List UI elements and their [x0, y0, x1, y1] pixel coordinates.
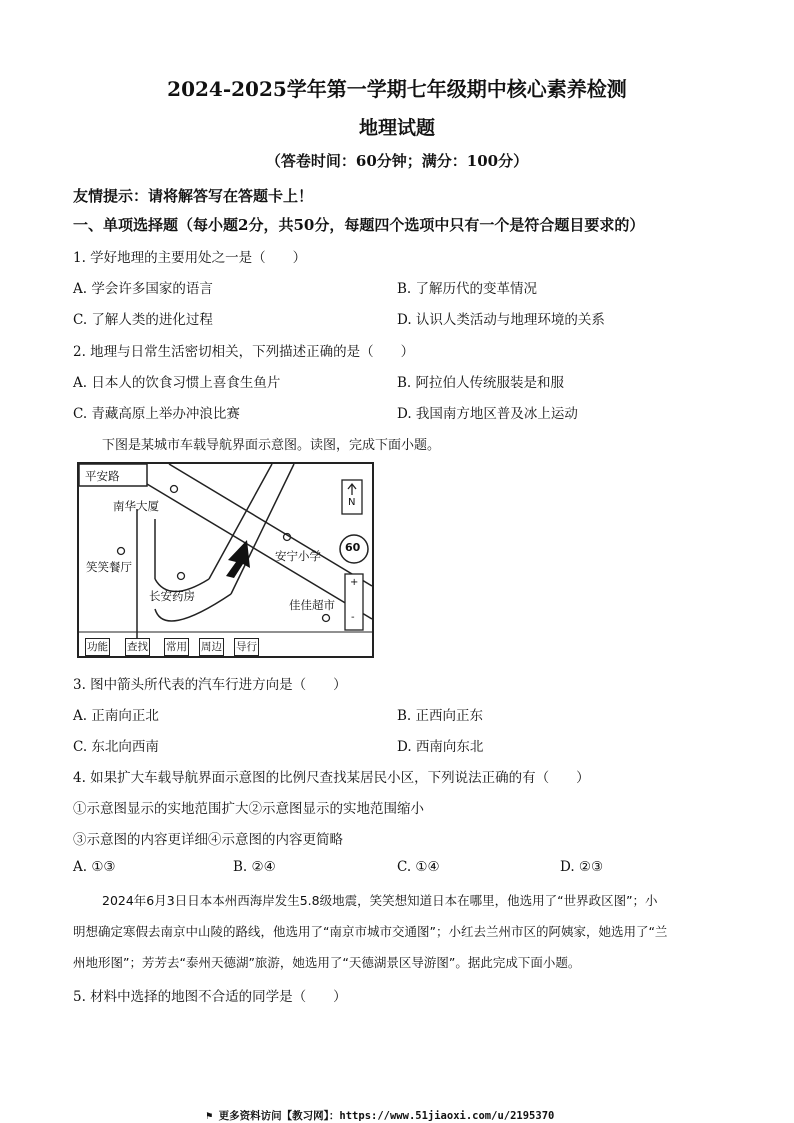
question-3-option-b: B. 正西向正东	[397, 708, 484, 724]
speed-limit-sign: 60	[345, 541, 361, 554]
material-line-3: 州地形图”；芳芳去“泰州天德湖”旅游，她选用了“天德湖景区导游图”。据此完成下面小题。	[73, 955, 581, 970]
question-1-option-c: C. 了解人类的进化过程	[73, 312, 213, 328]
map-button-nearby: 周边	[199, 638, 224, 656]
place-nanhua-tower: 南华大厦	[113, 499, 159, 513]
question-1-option-a: A. 学会许多国家的语言	[73, 281, 213, 297]
map-button-common: 常用	[164, 638, 189, 656]
question-1-stem: 1. 学好地理的主要用处之一是（ ）	[73, 250, 307, 266]
question-1-option-b: B. 了解历代的变革情况	[397, 281, 538, 297]
direction-arrow-icon	[226, 540, 250, 578]
question-2-option-d: D. 我国南方地区普及冰上运动	[397, 406, 578, 422]
exam-subtitle: 地理试题	[358, 117, 435, 139]
question-3-option-a: A. 正南向正北	[73, 708, 159, 724]
question-2-option-c: C. 青藏高原上举办冲浪比赛	[73, 406, 240, 422]
map-button-search: 查找	[125, 638, 150, 656]
material-line-2: 明想确定寒假去南京中山陵的路线，他选用了“南京市城市交通图”；小红去兰州市区的阿姨家，她选用了“兰	[73, 924, 668, 939]
map-button-navigate: 导行	[234, 638, 259, 656]
navigation-map	[77, 462, 374, 658]
question-3-stem: 3. 图中箭头所代表的汽车行进方向是（ ）	[73, 677, 347, 693]
map-intro: 下图是某城市车载导航界面示意图。读图，完成下面小题。	[102, 438, 441, 453]
question-4-option-d: D. ②③	[560, 859, 604, 875]
zoom-in-label: +	[350, 577, 359, 588]
map-button-function: 功能	[85, 638, 110, 656]
exam-title: 2024-2025学年第一学期七年级期中核心素养检测	[167, 77, 627, 101]
place-jiajia-supermarket: 佳佳超市	[289, 598, 335, 612]
question-4-option-a: A. ①③	[73, 859, 116, 875]
question-2-stem: 2. 地理与日常生活密切相关，下列描述正确的是（ ）	[73, 344, 415, 360]
place-xiaoxiao-restaurant: 笑笑餐厅	[86, 560, 132, 574]
question-4-stem: 4. 如果扩大车载导航界面示意图的比例尺查找某居民小区，下列说法正确的有（ ）	[73, 770, 590, 786]
footer-text: 更多资料访问【教习网】：https://www.51jiaoxi.com/u/2195370	[218, 1110, 555, 1122]
place-changan-pharmacy: 长安药房	[149, 589, 195, 603]
question-2-option-b: B. 阿拉伯人传统服装是和服	[397, 375, 565, 391]
material-line-1: 2024年6月3日日本本州西海岸发生5.8级地震，笑笑想知道日本在哪里，他选用了“世界政区图”；小	[102, 893, 658, 908]
question-4-statements-2: ③示意图的内容更详细④示意图的内容更简略	[73, 832, 343, 848]
question-3-option-c: C. 东北向西南	[73, 739, 159, 755]
place-anning-school: 安宁小学	[275, 549, 321, 563]
section-heading: 一、单项选择题（每小题2分，共50分，每题四个选项中只有一个是符合题目要求的）	[73, 216, 645, 234]
flag-icon: ⚑	[206, 1110, 219, 1122]
question-1-option-d: D. 认识人类活动与地理环境的关系	[397, 312, 605, 328]
footer-link[interactable]	[206, 1108, 554, 1123]
friendly-tip: 友情提示：请将解答写在答题卡上！	[73, 187, 314, 205]
zoom-out-label: -	[351, 612, 355, 623]
question-3-option-d: D. 西南向东北	[397, 739, 484, 755]
question-4-statements-1: ①示意图显示的实地范围扩大②示意图显示的实地范围缩小	[73, 801, 424, 817]
question-5-stem: 5. 材料中选择的地图不合适的同学是（ ）	[73, 989, 347, 1005]
question-4-option-b: B. ②④	[233, 859, 276, 875]
question-4-option-c: C. ①④	[397, 859, 440, 875]
exam-info: （答卷时间：60分钟；满分：100分）	[265, 152, 529, 170]
north-label: N	[348, 497, 356, 508]
question-2-option-a: A. 日本人的饮食习惯上喜食生鱼片	[73, 375, 281, 391]
road-label: 平安路	[85, 469, 120, 483]
